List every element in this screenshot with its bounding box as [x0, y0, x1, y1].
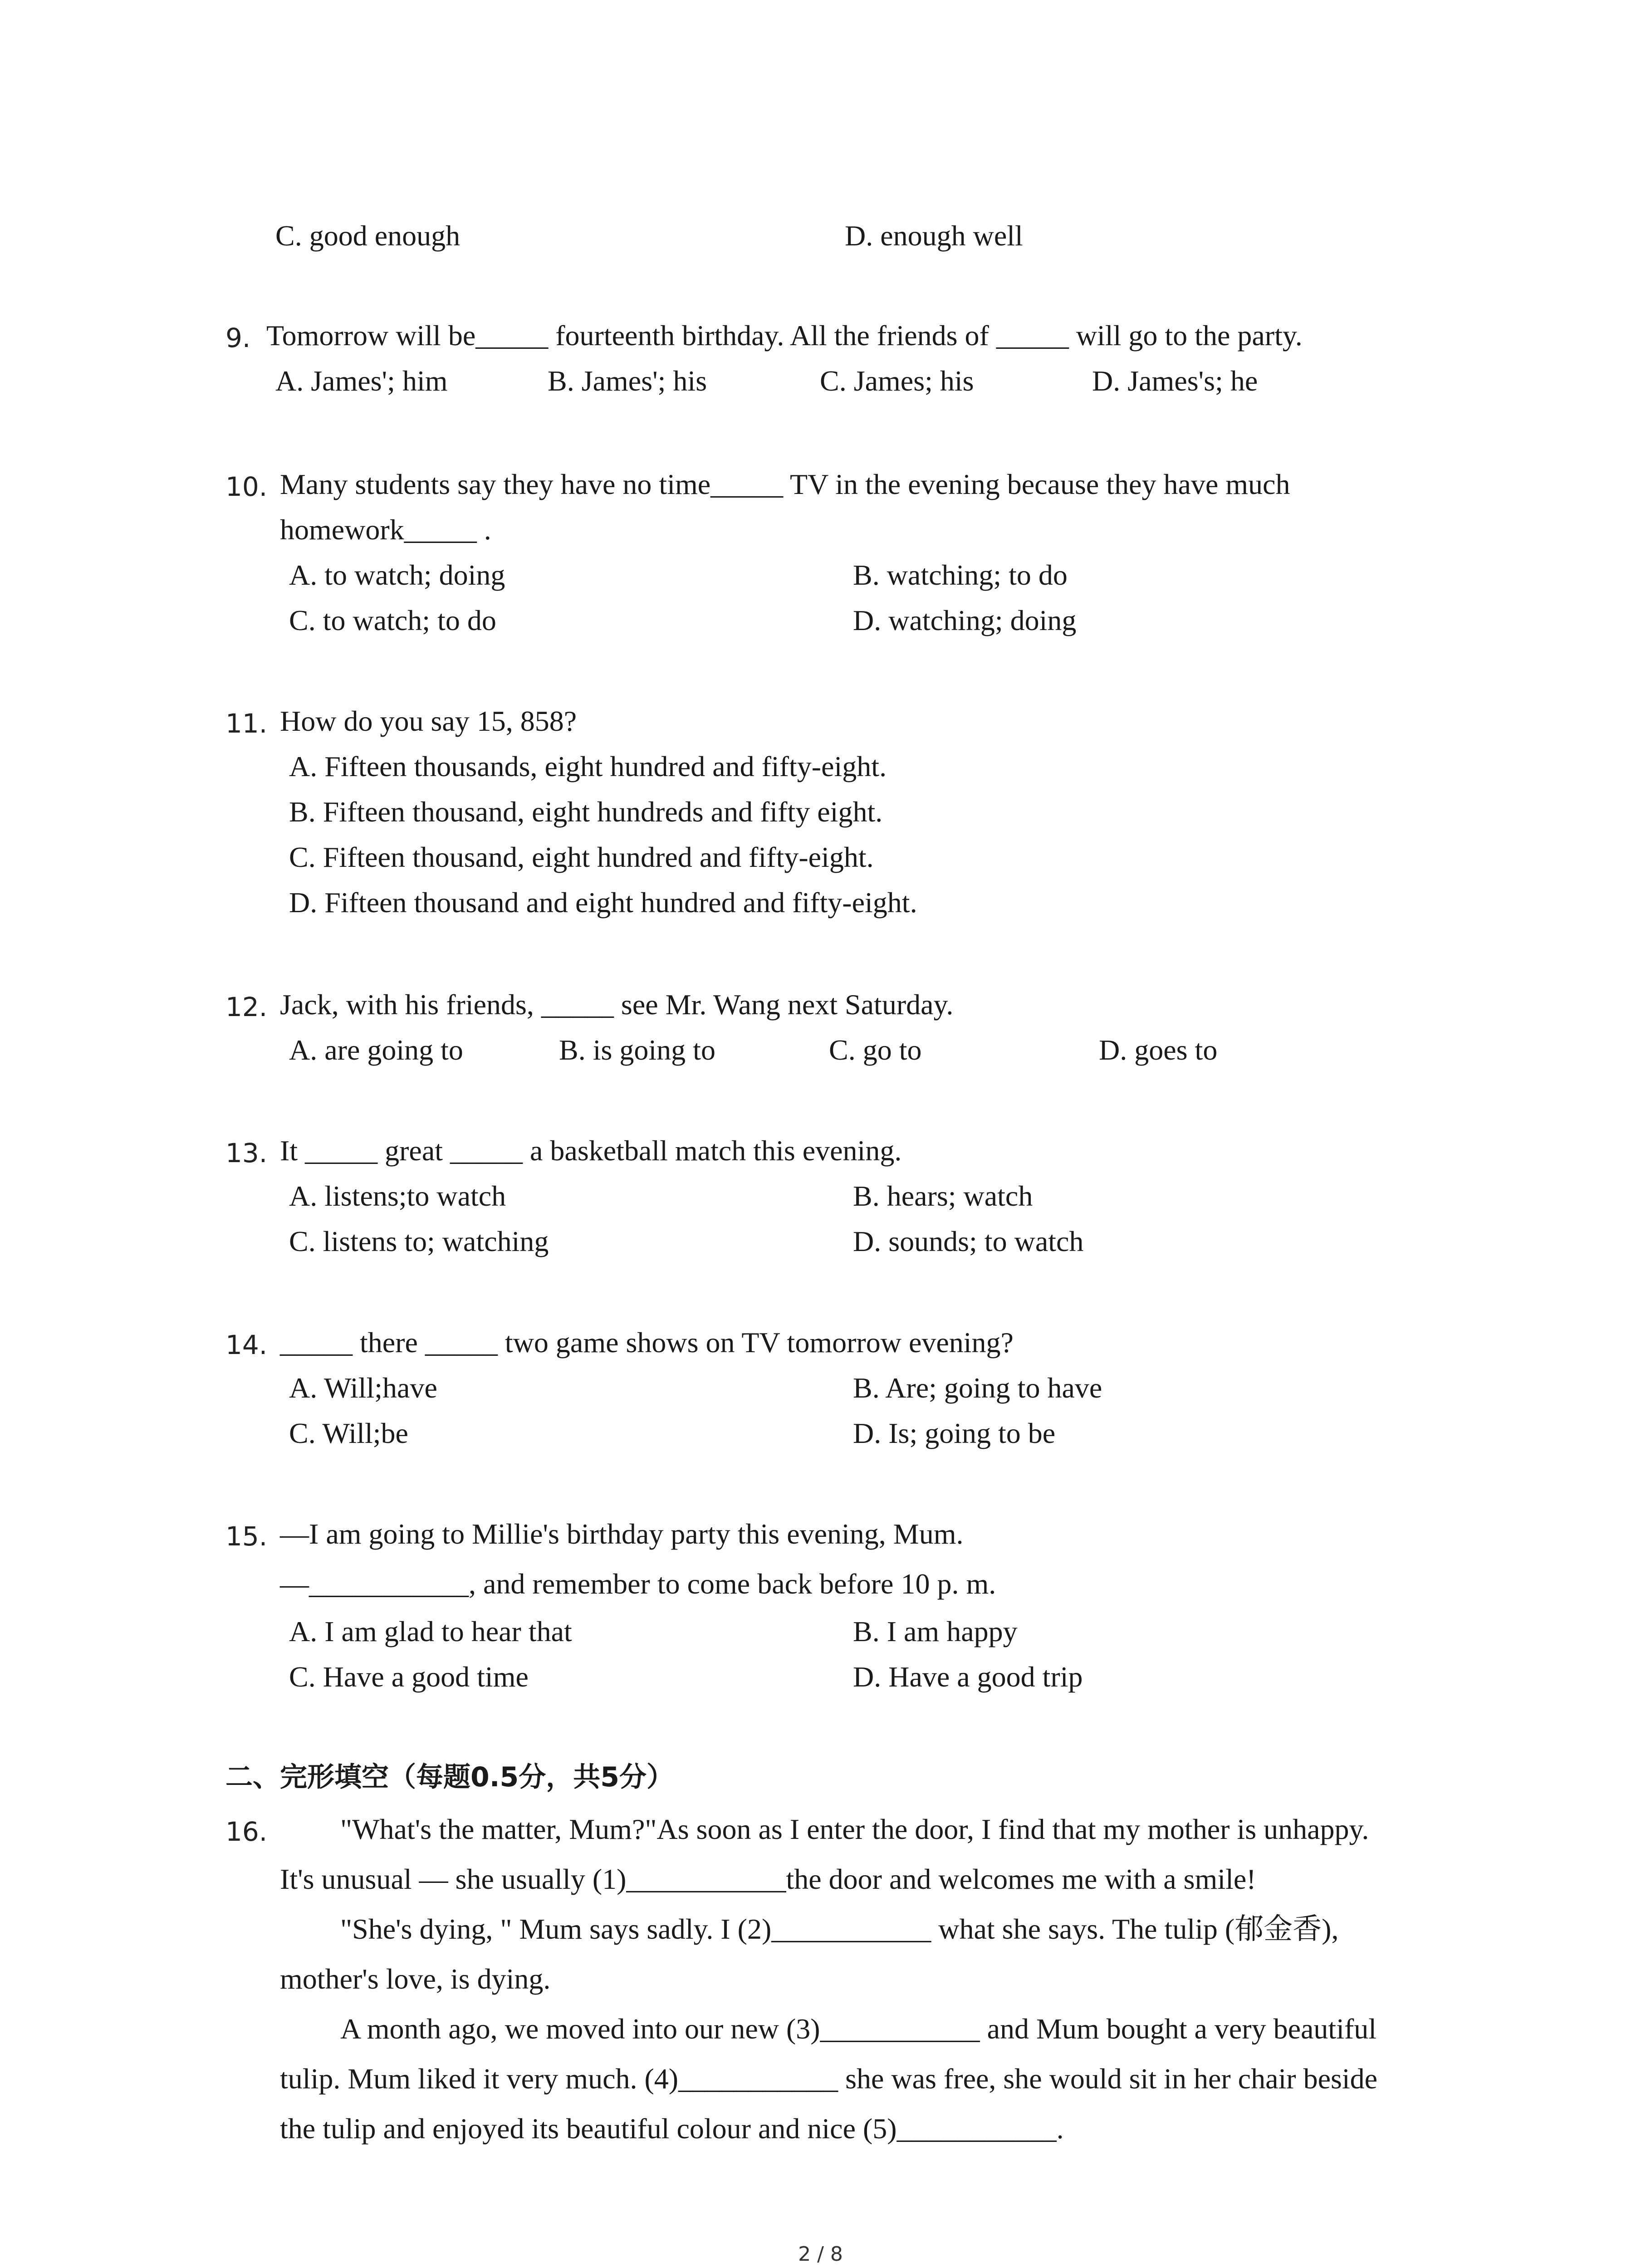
q8-option-d: D. enough well	[845, 220, 1023, 252]
q13-option-a: A. listens;to watch	[289, 1180, 506, 1212]
q15-option-a: A. I am glad to hear that	[289, 1615, 572, 1647]
q15-option-c: C. Have a good time	[289, 1661, 529, 1693]
q10-stem-line1: Many students say they have no time_____ TV in the evening because they have much	[280, 468, 1290, 500]
q14-option-d: D. Is; going to be	[853, 1417, 1056, 1449]
page-number: 2 / 8	[798, 2243, 843, 2266]
q10-option-d: D. watching; doing	[853, 604, 1077, 636]
q13-stem: It _____ great _____ a basketball match this evening.	[280, 1134, 902, 1167]
q15-number: 15.	[225, 1521, 268, 1552]
q14-number: 14.	[225, 1330, 268, 1360]
q13-option-d: D. sounds; to watch	[853, 1225, 1084, 1257]
q12-stem: Jack, with his friends, _____ see Mr. Wang next Saturday.	[280, 988, 954, 1021]
q14-option-c: C. Will;be	[289, 1417, 408, 1449]
q9-option-d: D. James's; he	[1092, 365, 1258, 397]
q9-option-c: C. James; his	[820, 365, 974, 397]
q16-line3: "She's dying, " Mum says sadly. I (2)___________ what she says. The tulip (郁金香),	[340, 1913, 1339, 1945]
q11-stem: How do you say 15, 858?	[280, 705, 577, 737]
q9-option-a: A. James'; him	[275, 365, 448, 397]
q16-line4: mother's love, is dying.	[280, 1963, 551, 1995]
q11-number: 11.	[225, 708, 268, 739]
q12-option-b: B. is going to	[559, 1034, 715, 1066]
q12-option-d: D. goes to	[1099, 1034, 1218, 1066]
q13-number: 13.	[225, 1138, 268, 1168]
q10-number: 10.	[225, 471, 268, 502]
q10-stem-line2: homework_____ .	[280, 513, 491, 546]
q16-number: 16.	[225, 1816, 268, 1847]
q16-line2: It's unusual — she usually (1)___________the door and welcomes me with a smile!	[280, 1863, 1256, 1895]
q8-option-c: C. good enough	[275, 220, 460, 252]
q12-option-c: C. go to	[829, 1034, 922, 1066]
q13-option-c: C. listens to; watching	[289, 1225, 549, 1257]
q15-stem-line1: —I am going to Millie's birthday party this evening, Mum.	[280, 1518, 964, 1550]
q14-option-b: B. Are; going to have	[853, 1372, 1102, 1404]
section-heading: 二、完形填空（每题0.5分，共5分）	[225, 1761, 674, 1793]
q11-option-c: C. Fifteen thousand, eight hundred and fifty-eight.	[289, 841, 874, 873]
q13-option-b: B. hears; watch	[853, 1180, 1033, 1212]
q16-line5: A month ago, we moved into our new (3)___________ and Mum bought a very beautiful	[340, 2013, 1377, 2045]
q10-option-b: B. watching; to do	[853, 559, 1068, 591]
q14-stem: _____ there _____ two game shows on TV tomorrow evening?	[280, 1326, 1014, 1359]
q15-option-b: B. I am happy	[853, 1615, 1018, 1647]
q9-option-b: B. James'; his	[548, 365, 707, 397]
q12-option-a: A. are going to	[289, 1034, 463, 1066]
q14-option-a: A. Will;have	[289, 1372, 437, 1404]
q11-option-d: D. Fifteen thousand and eight hundred and fifty-eight.	[289, 886, 917, 919]
q16-line6: tulip. Mum liked it very much. (4)___________ she was free, she would sit in her chair beside	[280, 2063, 1378, 2095]
q10-option-a: A. to watch; doing	[289, 559, 505, 591]
q10-option-c: C. to watch; to do	[289, 604, 496, 636]
q12-number: 12.	[225, 992, 268, 1022]
q11-option-b: B. Fifteen thousand, eight hundreds and fifty eight.	[289, 796, 883, 828]
q15-option-d: D. Have a good trip	[853, 1661, 1083, 1693]
q15-stem-line2: —___________, and remember to come back before 10 p. m.	[280, 1568, 996, 1600]
q16-line7: the tulip and enjoyed its beautiful colour and nice (5)___________.	[280, 2112, 1064, 2145]
q16-line1: "What's the matter, Mum?"As soon as I enter the door, I find that my mother is unhappy.	[340, 1813, 1369, 1845]
q11-option-a: A. Fifteen thousands, eight hundred and fifty-eight.	[289, 750, 887, 782]
q9-number: 9.	[225, 323, 251, 353]
q9-stem: Tomorrow will be_____ fourteenth birthday. All the friends of _____ will go to the party.	[266, 319, 1303, 352]
